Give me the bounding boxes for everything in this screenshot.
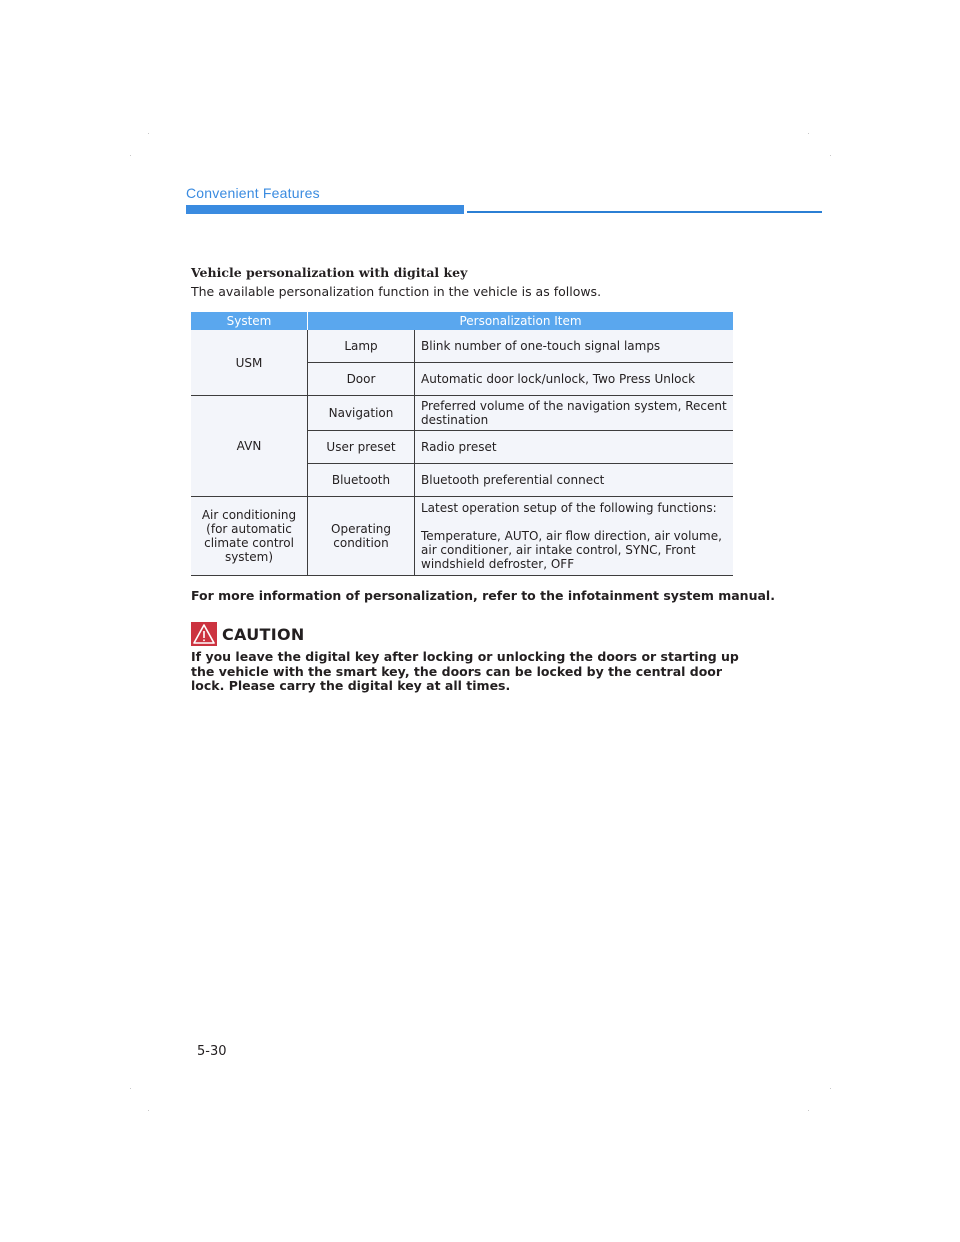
desc-cell: Blink number of one-touch signal lamps	[415, 330, 734, 363]
header-system: System	[191, 312, 308, 330]
desc-cell: Radio preset	[415, 431, 734, 464]
crop-mark	[148, 133, 149, 134]
item-cell: Lamp	[308, 330, 415, 363]
section-heading: Vehicle personalization with digital key	[191, 265, 468, 280]
header-bar-thick	[186, 205, 464, 214]
desc-line: Latest operation setup of the following functions:	[421, 501, 717, 515]
desc-cell: Automatic door lock/unlock, Two Press Unlock	[415, 363, 734, 396]
crop-mark	[808, 133, 809, 134]
intro-text: The available personalization function in the vehicle is as follows.	[191, 284, 602, 299]
table-header-row	[191, 312, 733, 330]
more-info-note: For more information of personalization, refer to the infotainment system manual.	[191, 588, 775, 603]
page-number: 5-30	[197, 1044, 227, 1059]
crop-mark	[830, 155, 831, 156]
item-cell: Navigation	[308, 396, 415, 431]
item-cell: User preset	[308, 431, 415, 464]
crop-mark	[808, 1110, 809, 1111]
desc-spacer	[421, 515, 727, 529]
personalization-table	[191, 312, 733, 576]
caution-title: CAUTION	[222, 625, 305, 644]
desc-cell: Preferred volume of the navigation system, Recent destination	[415, 396, 734, 431]
caution-body: If you leave the digital key after locking or unlocking the doors or starting up the vehicle with the smart key, the doors can be locked by the central door lock. Please carry the digital key at all times.	[191, 649, 739, 693]
table-row	[191, 497, 733, 576]
desc-cell: Bluetooth preferential connect	[415, 464, 734, 497]
desc-line: Temperature, AUTO, air flow direction, air volume, air conditioner, air intake control, SYNC, Front windshield defroster, OFF	[421, 529, 722, 571]
system-cell-avn: AVN	[191, 396, 308, 497]
item-cell: Bluetooth	[308, 464, 415, 497]
chapter-title: Convenient Features	[186, 185, 320, 201]
item-cell: Door	[308, 363, 415, 396]
system-cell-air: Air conditioning (for automatic climate control system)	[191, 497, 308, 576]
table-row	[191, 396, 733, 431]
header-bar-thin	[467, 211, 822, 213]
caution-warning-icon	[191, 622, 217, 646]
desc-cell	[415, 497, 734, 576]
crop-mark	[130, 1088, 131, 1089]
crop-mark	[130, 155, 131, 156]
system-cell-usm: USM	[191, 330, 308, 396]
crop-mark	[148, 1110, 149, 1111]
crop-mark	[830, 1088, 831, 1089]
item-cell: Operating condition	[308, 497, 415, 576]
header-personalization-item: Personalization Item	[308, 312, 734, 330]
table-row	[191, 330, 733, 363]
